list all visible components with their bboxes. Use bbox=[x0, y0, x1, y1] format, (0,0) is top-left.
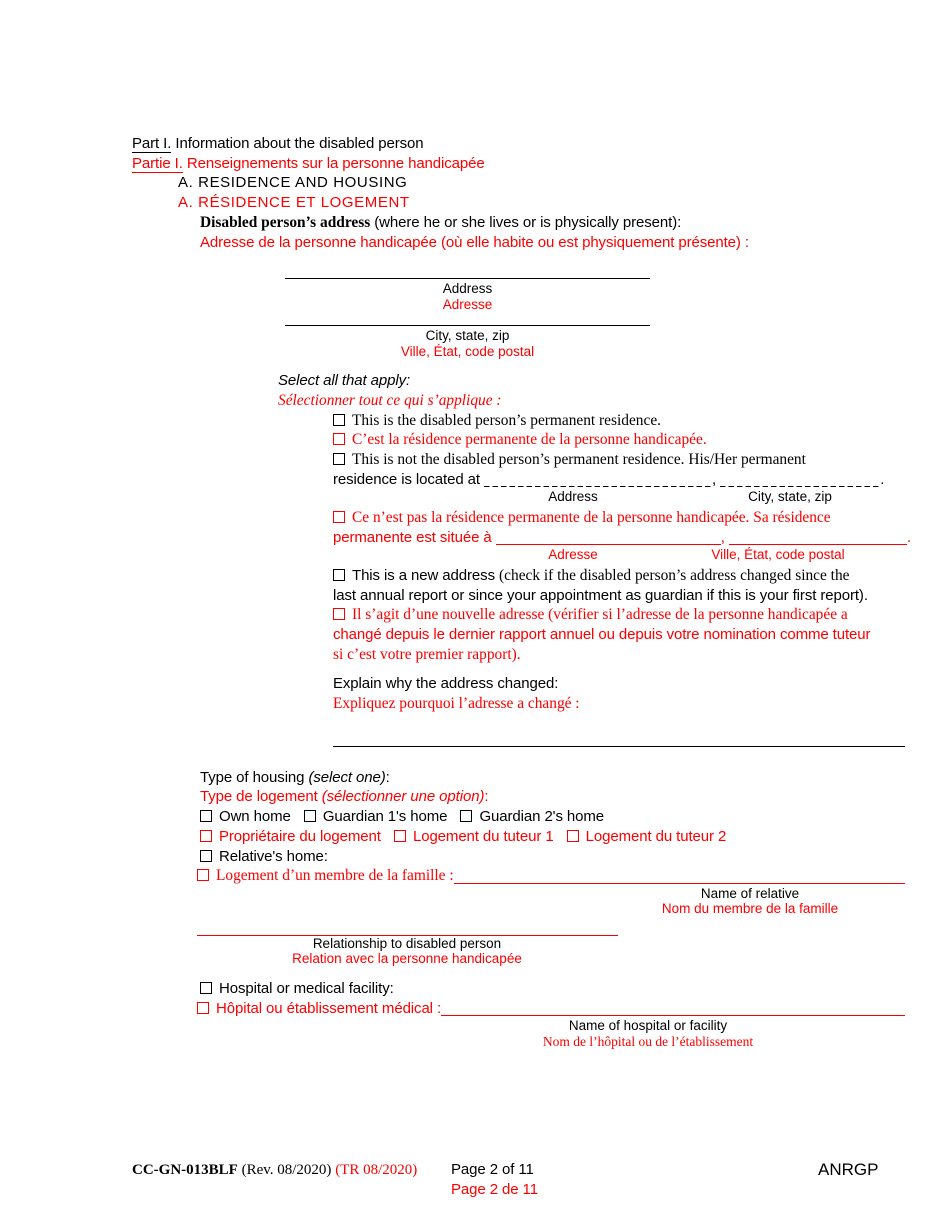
checkbox-row-new-address-fr bbox=[333, 605, 905, 625]
address-heading-en bbox=[200, 213, 905, 233]
inline-city-label-en: City, state, zip bbox=[748, 489, 832, 505]
hospital-fr-text bbox=[197, 999, 441, 1019]
not-permanent-fr-labels bbox=[333, 547, 905, 563]
checkbox-row-hospital-fr bbox=[197, 999, 905, 1019]
permanent-city-input-en[interactable] bbox=[720, 475, 880, 487]
housing-heading-fr-text: Type de logement bbox=[200, 788, 318, 806]
address-label-en: Address bbox=[442, 281, 493, 297]
permanent-address-input-en[interactable] bbox=[484, 475, 712, 487]
explain-label-fr: Expliquez pourquoi l’adresse a changé : bbox=[333, 695, 580, 713]
checkbox-relatives-home-en[interactable] bbox=[200, 850, 212, 862]
name-of-relative-input-line[interactable] bbox=[454, 867, 905, 884]
separator-comma-fr: , bbox=[720, 528, 725, 546]
form-revision: (Rev. 08/2020) bbox=[241, 1162, 332, 1178]
page-footer bbox=[132, 1160, 905, 1205]
footer-code: ANRGP bbox=[818, 1160, 879, 1179]
part-title-en bbox=[132, 134, 905, 154]
housing-heading-fr-italic: (sélectionner une option) bbox=[321, 788, 485, 806]
hospital-name-labels-en bbox=[132, 1018, 905, 1034]
checkbox-row-not-permanent-en bbox=[333, 450, 905, 470]
checkbox-not-permanent-fr[interactable] bbox=[333, 511, 345, 523]
checkbox-not-permanent-en[interactable] bbox=[333, 453, 345, 465]
checkbox-row-relatives-home-fr bbox=[197, 866, 905, 886]
relationship-labels-fr bbox=[132, 951, 905, 967]
new-address-en-line2: last annual report or since your appointment as guardian if this is your first report). bbox=[333, 586, 868, 604]
option-logement-tuteur2-label: Logement du tuteur 2 bbox=[585, 827, 727, 845]
checkbox-row-permanent-en bbox=[333, 411, 905, 431]
not-permanent-label-fr-line1: Ce n’est pas la résidence permanente de la personne handicapée. Sa résidence bbox=[352, 508, 831, 526]
city-label-fr: Ville, État, code postal bbox=[400, 343, 535, 359]
relatives-home-fr-text bbox=[197, 866, 454, 886]
housing-heading-en bbox=[200, 768, 905, 788]
checkbox-row-permanent-fr bbox=[333, 430, 905, 450]
housing-heading-fr-colon: : bbox=[484, 788, 489, 806]
checkbox-guardian1-home[interactable] bbox=[304, 810, 316, 822]
not-permanent-en-line2 bbox=[333, 470, 905, 490]
relatives-home-label-en: Relative's home: bbox=[219, 847, 328, 865]
checkbox-permanent-en[interactable] bbox=[333, 414, 345, 426]
checkbox-logement-tuteur2[interactable] bbox=[567, 830, 579, 842]
hospital-label-fr: Hôpital ou établissement médical : bbox=[216, 999, 442, 1017]
not-permanent-fr-line2-prefix: permanente est située à bbox=[333, 528, 492, 546]
not-permanent-label-en-line1: This is not the disabled person’s permanent residence. His/Her permanent bbox=[352, 451, 806, 469]
option-logement-tuteur1-label: Logement du tuteur 1 bbox=[412, 827, 554, 845]
new-address-fr-line2: changé depuis le dernier rapport annuel ou depuis votre nomination comme tuteur bbox=[333, 625, 871, 643]
option-guardian1-home-label: Guardian 1's home bbox=[322, 808, 448, 826]
hospital-name-label-en: Name of hospital or facility bbox=[568, 1018, 728, 1034]
separator-comma-en: , bbox=[712, 470, 717, 488]
option-own-home-label: Own home bbox=[219, 808, 291, 826]
hospital-name-labels-fr bbox=[132, 1034, 905, 1050]
hospital-label-en: Hospital or medical facility: bbox=[219, 979, 394, 997]
section-a-heading-fr: A. RÉSIDENCE ET LOGEMENT bbox=[178, 194, 410, 212]
new-address-en-seg2: (check if the disabled person’s address changed since the bbox=[499, 566, 850, 584]
name-of-relative-labels-fr bbox=[132, 901, 905, 917]
checkbox-row-relatives-home-en bbox=[200, 847, 905, 867]
checkbox-row-not-permanent-fr bbox=[333, 508, 905, 528]
inline-address-label-en: Address bbox=[548, 489, 598, 505]
part-label-fr: Partie I. bbox=[132, 154, 183, 172]
permanent-label-en: This is the disabled person’s permanent residence. bbox=[352, 411, 662, 429]
not-permanent-en-labels bbox=[333, 489, 905, 505]
housing-heading-en-text: Type of housing bbox=[200, 768, 305, 786]
permanent-city-input-fr[interactable] bbox=[729, 532, 907, 545]
new-address-fr-line3: si c’est votre premier rapport). bbox=[333, 645, 521, 663]
checkbox-row-hospital-en bbox=[200, 979, 905, 999]
city-label-en: City, state, zip bbox=[425, 328, 510, 344]
part-text-en: Information about the disabled person bbox=[175, 135, 424, 152]
housing-options-fr-row bbox=[200, 827, 905, 847]
section-a-heading-en: A. RESIDENCE AND HOUSING bbox=[178, 174, 408, 192]
option-proprietaire-label: Propriétaire du logement bbox=[219, 827, 381, 845]
select-prompt-en: Select all that apply: bbox=[278, 372, 411, 390]
checkbox-new-address-en[interactable] bbox=[333, 569, 345, 581]
housing-options-en-row bbox=[200, 807, 905, 827]
checkbox-permanent-fr[interactable] bbox=[333, 433, 345, 445]
relationship-label-fr: Relation avec la personne handicapée bbox=[292, 951, 522, 967]
inline-address-label-fr: Adresse bbox=[548, 547, 598, 563]
relationship-label-en: Relationship to disabled person bbox=[312, 935, 502, 951]
select-checkbox-group bbox=[333, 411, 911, 747]
checkbox-row-new-address-en bbox=[333, 566, 905, 586]
select-prompt-fr: Sélectionner tout ce qui s’applique : bbox=[278, 391, 502, 409]
not-permanent-en-line2-prefix: residence is located at bbox=[333, 470, 480, 488]
hospital-name-input-line[interactable] bbox=[441, 999, 905, 1016]
checkbox-guardian2-home[interactable] bbox=[460, 810, 472, 822]
housing-heading-en-italic: (select one) bbox=[308, 768, 386, 786]
checkbox-hospital-fr[interactable] bbox=[197, 1002, 209, 1014]
permanent-address-input-fr[interactable] bbox=[496, 532, 721, 545]
form-content bbox=[132, 134, 911, 1049]
name-of-relative-label-fr: Nom du membre de la famille bbox=[661, 901, 839, 917]
part-title-fr bbox=[132, 154, 905, 174]
address-heading-fr: Adresse de la personne handicapée (où elle habite ou est physiquement présente) : bbox=[200, 233, 749, 251]
name-of-relative-label-en: Name of relative bbox=[700, 885, 800, 901]
end-period-fr: . bbox=[906, 528, 911, 546]
relationship-labels-en bbox=[132, 936, 905, 952]
checkbox-own-home[interactable] bbox=[200, 810, 212, 822]
housing-heading-fr bbox=[200, 787, 905, 807]
checkbox-relatives-home-fr[interactable] bbox=[197, 869, 209, 881]
address-heading-en-bold: Disabled person’s address bbox=[200, 213, 371, 231]
explain-input-line[interactable] bbox=[333, 746, 905, 747]
part-text-fr: Renseignements sur la personne handicapée bbox=[186, 154, 485, 172]
not-permanent-fr-line2 bbox=[333, 528, 911, 548]
page-number-fr: Page 2 de 11 bbox=[451, 1180, 538, 1198]
address-heading-en-rest: (where he or she lives or is physically present): bbox=[374, 213, 682, 231]
checkbox-hospital-en[interactable] bbox=[200, 982, 212, 994]
new-address-fr-line1: Il s’agit d’une nouvelle adresse (vérifier si l’adresse de la personne handicapée a bbox=[352, 606, 848, 624]
form-number: CC-GN-013BLF bbox=[132, 1162, 238, 1178]
name-of-relative-labels-en bbox=[132, 886, 905, 902]
checkbox-proprietaire[interactable] bbox=[200, 830, 212, 842]
housing-heading-en-colon: : bbox=[385, 768, 390, 786]
address-label-fr: Adresse bbox=[442, 296, 493, 312]
city-state-zip-input-line[interactable] bbox=[285, 325, 650, 326]
explain-label-en: Explain why the address changed: bbox=[333, 675, 559, 693]
end-period-en: . bbox=[880, 470, 885, 488]
permanent-label-fr: C’est la résidence permanente de la personne handicapée. bbox=[352, 431, 707, 449]
checkbox-logement-tuteur1[interactable] bbox=[394, 830, 406, 842]
form-revision-tr: (TR 08/2020) bbox=[335, 1162, 418, 1178]
part-label-en: Part I. bbox=[132, 135, 172, 152]
checkbox-new-address-fr[interactable] bbox=[333, 608, 345, 620]
page-number-en: Page 2 of 11 bbox=[451, 1161, 534, 1178]
footer-form-number-line bbox=[132, 1162, 417, 1179]
new-address-en-seg1: This is a new address bbox=[352, 566, 495, 584]
option-guardian2-home-label: Guardian 2's home bbox=[479, 808, 605, 826]
address-input-line[interactable] bbox=[285, 278, 650, 279]
address-block bbox=[285, 278, 650, 359]
hospital-name-label-fr: Nom de l’hôpital ou de l’établissement bbox=[542, 1033, 754, 1049]
inline-city-label-fr: Ville, État, code postal bbox=[711, 547, 845, 563]
relatives-home-label-fr: Logement d’un membre de la famille : bbox=[216, 867, 454, 885]
footer-page-numbers bbox=[451, 1160, 538, 1199]
